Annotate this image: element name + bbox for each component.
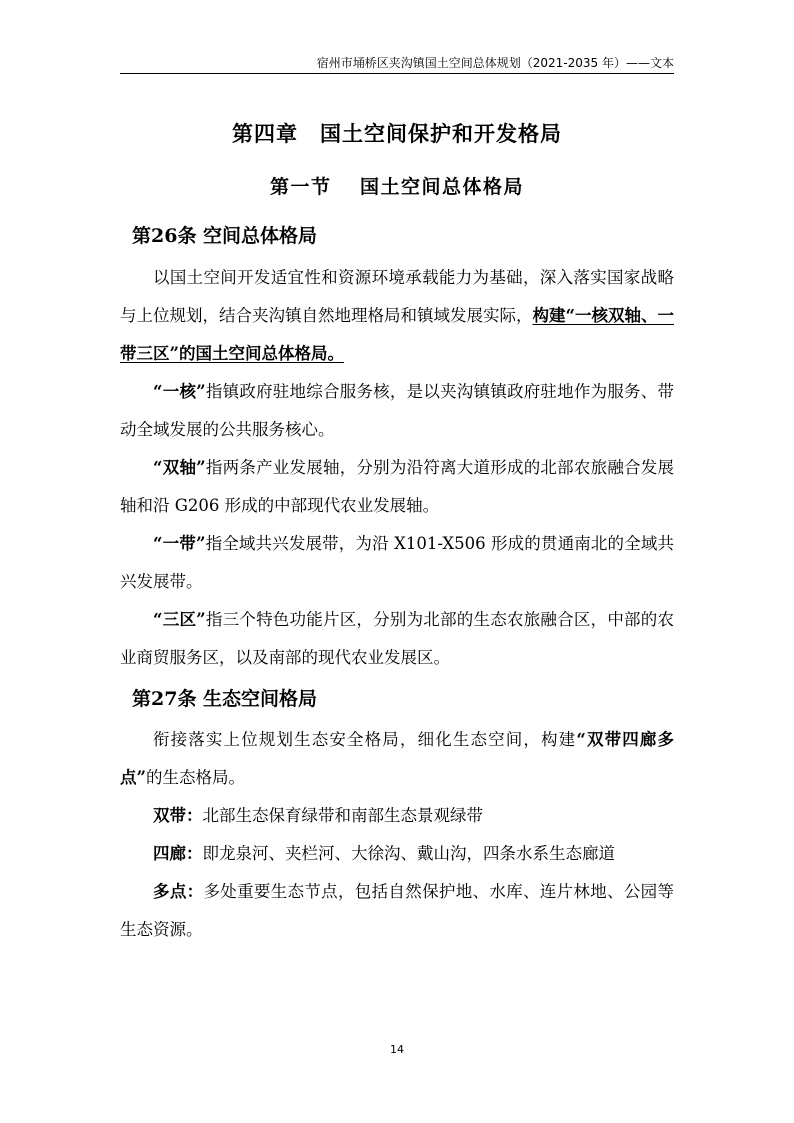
belt-term: “一带” [153, 534, 206, 553]
article-27-intro [120, 721, 674, 797]
header-divider [120, 73, 674, 74]
article-26-intro [120, 259, 674, 373]
section-title: 第一节 国土空间总体格局 [269, 176, 525, 198]
eco-intro-emphasis: “双带四廊多点” [120, 730, 674, 787]
core-paragraph [120, 373, 674, 449]
axes-text: 指两条产业发展轴，分别为沿符离大道形成的北部农旅融合发展轴和沿 G206 形成的中部现代农业发展轴。 [120, 458, 675, 515]
zones-paragraph [120, 601, 674, 677]
corridors-text: 即龙泉河、夹栏河、大徐沟、戴山沟，四条水系生态廊道 [202, 844, 615, 863]
zones-text: 指三个特色功能片区，分别为北部的生态农旅融合区，中部的农业商贸服务区，以及南部的现代农业发展区。 [120, 610, 675, 667]
belts-paragraph [120, 797, 674, 835]
points-term: 多点： [153, 882, 204, 901]
corridors-paragraph [120, 835, 674, 873]
corridors-term: 四廊： [153, 844, 203, 863]
core-term: “一核” [153, 382, 206, 401]
chapter-title: 第四章 国土空间保护和开发格局 [232, 122, 562, 146]
points-text: 多处重要生态节点，包括自然保护地、水库、连片林地、公园等生态资源。 [120, 882, 675, 939]
axes-paragraph [120, 449, 674, 525]
axes-term: “双轴” [153, 458, 206, 477]
page-number: 14 [390, 1043, 404, 1056]
zones-term: “三区” [153, 610, 206, 629]
intro-emphasis: 构建“一核双轴、一带三区”的国土空间总体格局。 [120, 306, 674, 363]
core-text: 指镇政府驻地综合服务核，是以夹沟镇镇政府驻地作为服务、带动全域发展的公共服务核心。 [120, 382, 675, 439]
belt-paragraph [120, 525, 674, 601]
intro-text: 以国土空间开发适宜性和资源环境承载能力为基础，深入落实国家战略与上位规划，结合夹沟镇自然地理格局和镇域发展实际， [120, 268, 674, 325]
belts-text: 北部生态保育绿带和南部生态景观绿带 [202, 806, 483, 825]
eco-intro-text: 衔接落实上位规划生态安全格局，细化生态空间，构建 [153, 730, 577, 749]
belt-text: 指全域共兴发展带，为沿 X101-X506 形成的贯通南北的全域共兴发展带。 [120, 534, 674, 591]
running-header: 宿州市埇桥区夹沟镇国土空间总体规划（2021-2035 年）——文本 [316, 56, 674, 70]
eco-intro-end: 的生态格局。 [146, 768, 245, 787]
points-paragraph [120, 873, 674, 949]
article-26-title: 第26条 空间总体格局 [132, 225, 318, 247]
article-27-title: 第27条 生态空间格局 [132, 688, 318, 710]
belts-term: 双带： [153, 806, 203, 825]
